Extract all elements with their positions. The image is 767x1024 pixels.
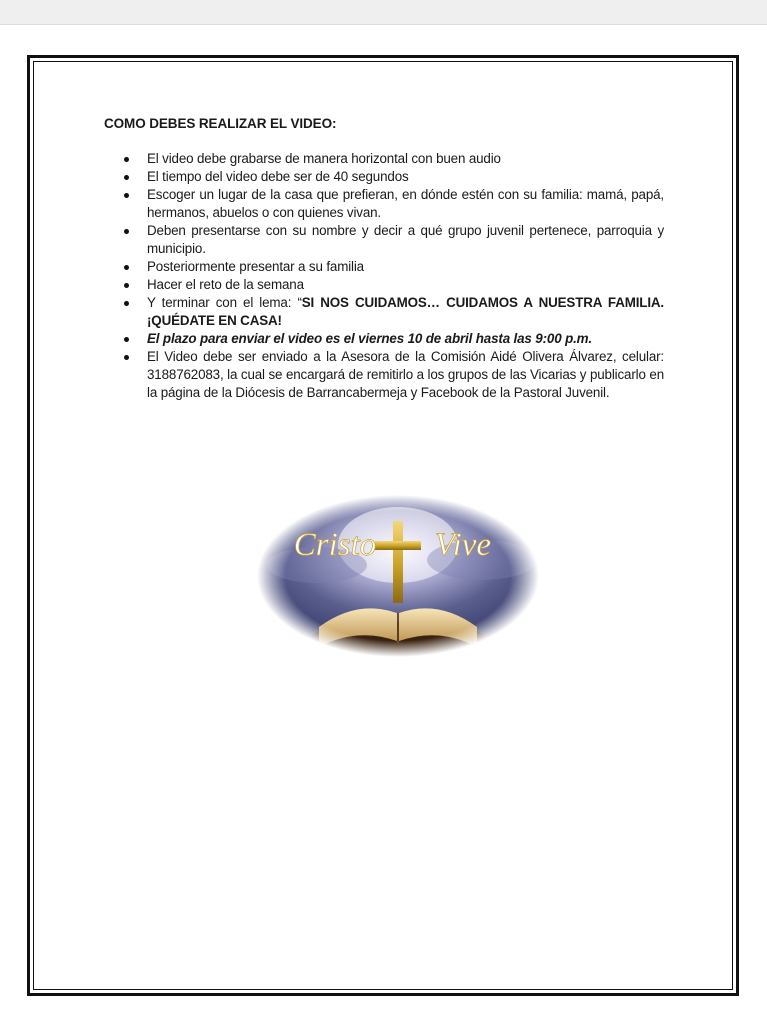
document-heading: COMO DEBES REALIZAR EL VIDEO:	[104, 116, 337, 131]
list-item	[122, 258, 664, 276]
list-item	[122, 348, 664, 402]
deadline-text: El plazo para enviar el video es el viernes 10 de abril hasta las 9:00 p.m.	[147, 331, 592, 346]
list-item-text: Deben presentarse con su nombre y decir a qué grupo juvenil pertenece, parroquia y municipio.	[147, 223, 664, 256]
list-item	[122, 294, 664, 330]
list-item	[122, 186, 664, 222]
list-item	[122, 222, 664, 258]
list-item-text: El Video debe ser enviado a la Asesora de la Comisión Aidé Olivera Álvarez, celular: 3188762083, la cual se encargará de remitirlo a los grupos de las Vicarias y publicarlo en la página de la Diócesis de Barrancabermeja y Facebook de la Pastoral Juvenil.	[147, 349, 664, 400]
motto-text: SI NOS CUIDAMOS… CUIDAMOS A NUESTRA FAMILIA. ¡QUÉDATE EN CASA!	[147, 295, 664, 328]
list-item	[122, 168, 664, 186]
list-item-text: El video debe grabarse de manera horizontal con buen audio	[147, 151, 501, 166]
emblem-left-word: Cristo	[293, 527, 377, 563]
browser-top-bar	[0, 0, 767, 25]
list-item	[122, 330, 664, 348]
list-item-text: Y terminar con el lema: “	[147, 295, 302, 310]
list-item-text: Hacer el reto de la semana	[147, 277, 304, 292]
cristo-vive-emblem	[257, 495, 539, 657]
list-item-text: El tiempo del video debe ser de 40 segundos	[147, 169, 409, 184]
instructions-list	[122, 150, 664, 402]
list-item	[122, 276, 664, 294]
list-item-text: Posteriormente presentar a su familia	[147, 259, 364, 274]
list-item	[122, 150, 664, 168]
list-item-text: Escoger un lugar de la casa que prefieran, en dónde estén con su familia: mamá, papá, hermanos, abuelos o con quienes vivan.	[147, 187, 664, 220]
document-page	[27, 55, 739, 996]
emblem-right-word: Vive	[434, 527, 492, 563]
